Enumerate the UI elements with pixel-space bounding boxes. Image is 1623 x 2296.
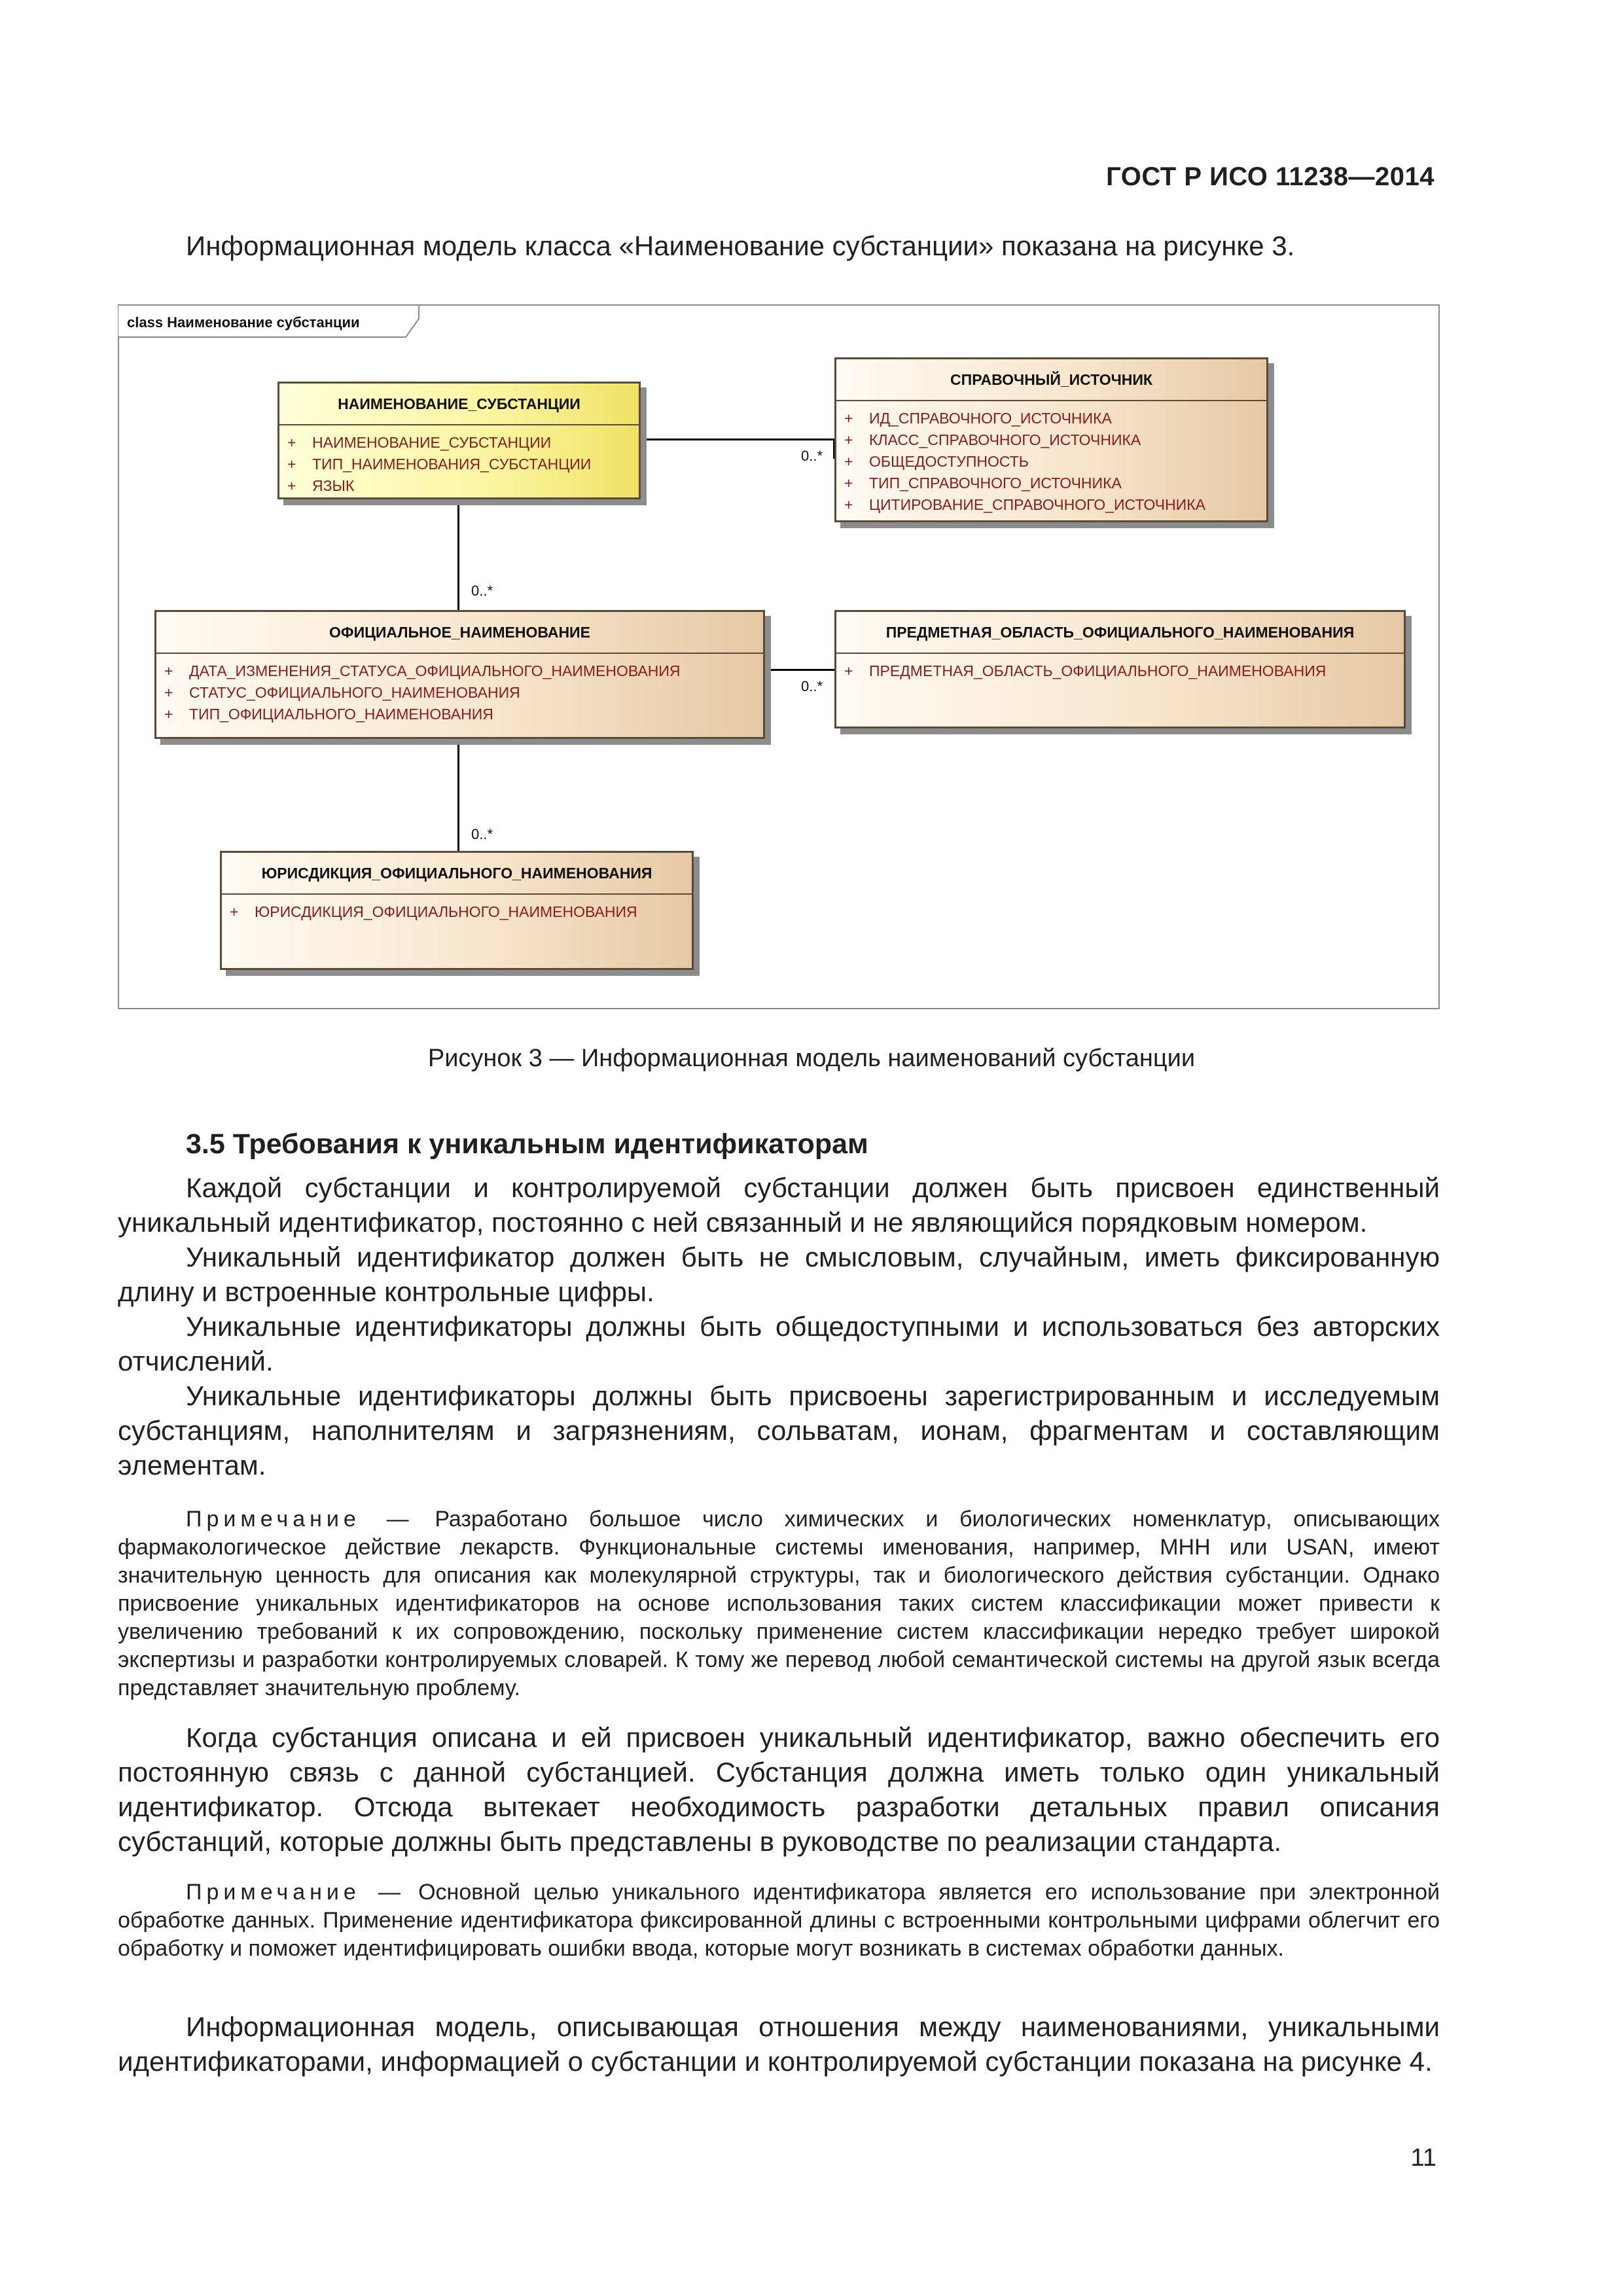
diagram-frame-tab [118, 304, 432, 338]
association-line-reference [639, 439, 835, 440]
class-attribute: + КЛАСС_СПРАВОЧНОГО_ИСТОЧНИКА [844, 431, 1141, 448]
association-line-jurisdiction [457, 738, 459, 851]
multiplicity-subject-area: 0..* [801, 678, 823, 694]
multiplicity-reference: 0..* [801, 448, 823, 464]
class-box-substance-name [277, 382, 641, 499]
intro-text: Информационная модель класса «Наименование субстанции» показана на рисунке 3. [186, 230, 1295, 261]
body-paragraph: Уникальный идентификатор должен быть не смысловым, случайным, иметь фиксированную длину и встроенные контрольные цифры. [118, 1242, 1440, 1307]
body-paragraph: Когда субстанция описана и ей присвоен уникальный идентификатор, важно обеспечить его постоянную связь с данной субстанцией. Субстанция должна иметь только один уникальный идентификатор. Отсюда вытекает необходимость разработки детальных правил описания субстанций, которые должны быть представлены в руководстве по реализации стандарта. [118, 1722, 1440, 1857]
body-paragraph: Каждой субстанции и контролируемой субстанции должен быть присвоен единственный уникальный идентификатор, постоянно с ней связанный и не являющийся порядковым номером. [118, 1172, 1440, 1238]
figure-caption: Рисунок 3 — Информационная модель наименований субстанции [427, 1045, 1196, 1072]
association-line-subject-area [764, 669, 836, 671]
note-paragraph: Примечание — Основной целью уникального идентификатора является его использование при электронной обработке данных. Применение идентификатора фиксированной длины с встроенными контрольными цифрами облегчит его обработку и поможет идентифицировать ошибки ввода, которые могут возникать в системах обработки данных. [118, 1880, 1440, 1961]
body-paragraph: Информационная модель, описывающая отношения между наименованиями, уникальными идентификаторами, информацией о субстанции и контролируемой субстанции показана на рисунке 4. [118, 2011, 1440, 2077]
document-id-header: ГОСТ Р ИСО 11238—2014 [1106, 162, 1435, 191]
class-attribute: + ТИП_НАИМЕНОВАНИЯ_СУБСТАНЦИИ [287, 456, 592, 473]
class-attribute: + ОБЩЕДОСТУПНОСТЬ [844, 453, 1029, 470]
class-title: НАИМЕНОВАНИЕ_СУБСТАНЦИИ [279, 384, 639, 425]
class-attribute: + ЯЗЫК [287, 477, 355, 494]
class-title: ЮРИСДИКЦИЯ_ОФИЦИАЛЬНОГО_НАИМЕНОВАНИЯ [222, 853, 692, 895]
class-box-reference-source [834, 357, 1268, 522]
class-attribute: + ПРЕДМЕТНАЯ_ОБЛАСТЬ_ОФИЦИАЛЬНОГО_НАИМЕНОВАНИЯ [844, 662, 1327, 679]
class-attribute: + ТИП_СПРАВОЧНОГО_ИСТОЧНИКА [844, 475, 1122, 492]
body-paragraph: Уникальные идентификаторы должны быть общедоступными и использоваться без авторских отчислений. [118, 1311, 1440, 1376]
note-label: Примечание — [186, 1507, 414, 1532]
class-attribute: + ИД_СПРАВОЧНОГО_ИСТОЧНИКА [844, 410, 1112, 427]
multiplicity-jurisdiction: 0..* [471, 826, 493, 842]
class-box-official-name [154, 610, 765, 739]
multiplicity-official: 0..* [471, 583, 493, 599]
class-attribute: + СТАТУС_ОФИЦИАЛЬНОГО_НАИМЕНОВАНИЯ [164, 684, 520, 701]
association-line-official [457, 499, 459, 610]
class-title: ОФИЦИАЛЬНОЕ_НАИМЕНОВАНИЕ [156, 612, 763, 654]
class-attribute: + НАИМЕНОВАНИЕ_СУБСТАНЦИИ [287, 434, 552, 451]
class-box-subject-area [834, 610, 1406, 728]
section-heading [186, 1128, 868, 1160]
note-paragraph: Примечание — Разработано большое число химических и биологических номенклатур, описывающих фармакологическое действие лекарств. Функциональные системы именования, например, МНН или USAN, имеют значительную ценность для описания как молекулярной структуры, так и биологического действия субстанции. Однако присвоение уникальных идентификаторов на основе использования таких систем классификации может привести к увеличению требований к их сопровождению, поскольку применение систем классификации нередко требует широкой экспертизы и разработки контролируемых словарей. К тому же перевод любой семантической системы на другой язык всегда представляет значительную проблему. [118, 1507, 1440, 1700]
page-number: 11 [1410, 2144, 1436, 2172]
class-box-jurisdiction [220, 851, 694, 970]
class-title: СПРАВОЧНЫЙ_ИСТОЧНИК [836, 359, 1266, 401]
section-title: Требования к уникальным идентификаторам [232, 1128, 868, 1160]
class-attribute: + ЮРИСДИКЦИЯ_ОФИЦИАЛЬНОГО_НАИМЕНОВАНИЯ [230, 903, 637, 920]
section-number: 3.5 [186, 1128, 225, 1160]
note-label: Примечание — [186, 1880, 405, 1905]
body-paragraph: Уникальные идентификаторы должны быть присвоены зарегистрированным и исследуемым субстанциям, наполнителям и загрязнениям, сольватам, ионам, фрагментам и составляющим элементам. [118, 1380, 1440, 1480]
class-title: ПРЕДМЕТНАЯ_ОБЛАСТЬ_ОФИЦИАЛЬНОГО_НАИМЕНОВАНИЯ [836, 612, 1404, 654]
class-attribute: + ДАТА_ИЗМЕНЕНИЯ_СТАТУСА_ОФИЦИАЛЬНОГО_НАИМЕНОВАНИЯ [164, 662, 681, 679]
class-attribute: + ЦИТИРОВАНИЕ_СПРАВОЧНОГО_ИСТОЧНИКА [844, 496, 1205, 513]
diagram-frame-label: class Наименование субстанции [127, 314, 360, 331]
class-attribute: + ТИП_ОФИЦИАЛЬНОГО_НАИМЕНОВАНИЯ [164, 706, 493, 723]
